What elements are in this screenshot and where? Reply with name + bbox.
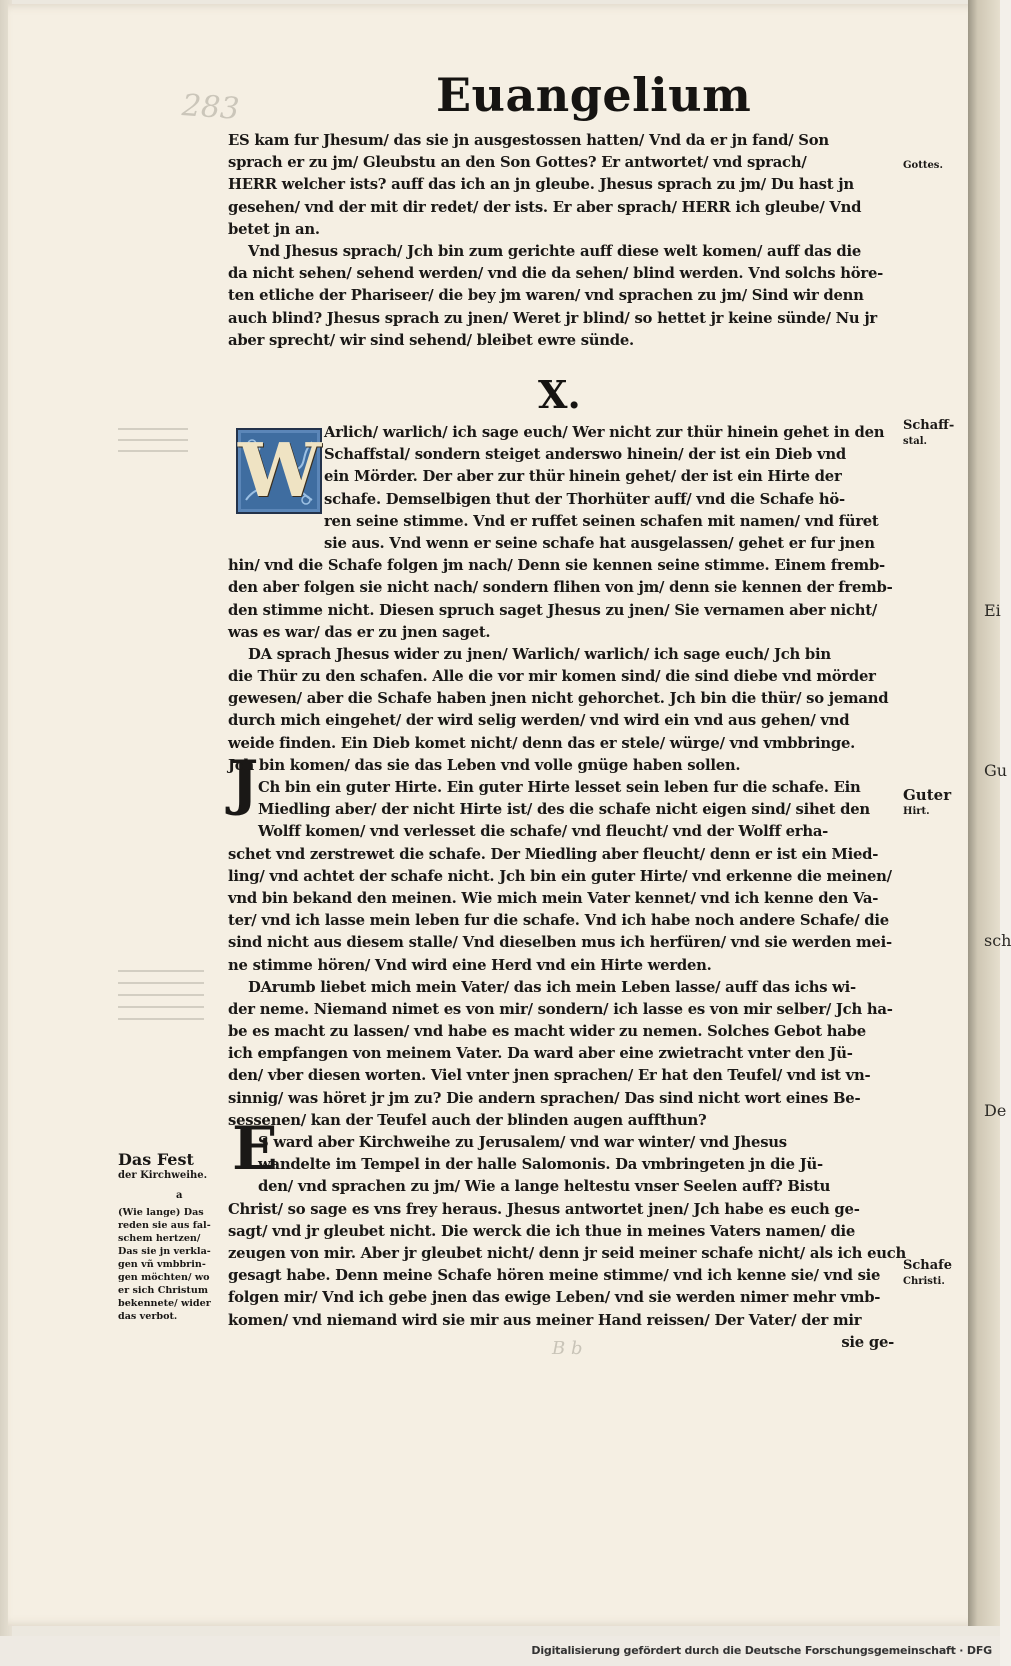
catchword: sie ge- xyxy=(841,1333,894,1351)
text-line: Miedling aber/ der nicht Hirte ist/ des die schafe nicht eigen sind/ sihet den xyxy=(258,801,870,819)
text-line: ter/ vnd ich lasse mein leben fur die schafe. Vnd ich habe noch andere Schafe/ die xyxy=(228,912,889,930)
text-line: sagt/ vnd jr gleubet nicht. Die werck die ich thue in meines Vaters namen/ die xyxy=(228,1222,856,1240)
text-line: was es war/ das er zu jnen saget. xyxy=(228,623,491,641)
text-line: Ch bin ein guter Hirte. Ein guter Hirte lesset sein leben fur die schafe. Ein xyxy=(258,779,861,796)
folio-number: 283 xyxy=(180,88,241,127)
initial-letter: E xyxy=(232,1114,278,1184)
text-line: weide finden. Ein Dieb komet nicht/ denn das er stele/ würge/ vnd vmbbringe. xyxy=(228,734,856,752)
text-line: sinnig/ was höret jr jm zu? Die andern sprachen/ Das sind nicht wort eines Be- xyxy=(228,1089,861,1107)
footer-credit: Digitalisierung gefördert durch die Deutsche Forschungsgemeinschaft · DFG xyxy=(531,1644,992,1657)
text-line: den stimme nicht. Diesen spruch saget Jhesus zu jnen/ Sie vernamen aber nicht/ xyxy=(228,601,878,619)
text-line: S ward aber Kirchweihe zu Jerusalem/ vnd war winter/ vnd Jhesus xyxy=(258,1134,787,1151)
initial-letter: W xyxy=(238,428,322,514)
text-line: schet vnd zerstrewet die schafe. Der Miedling aber fleucht/ denn er ist ein Mied- xyxy=(228,845,879,863)
margin-note-right: Schaff- xyxy=(903,418,955,433)
initial-letter: J xyxy=(230,748,259,818)
text-line: ne stimme hören/ Vnd wird eine Herd vnd ein Hirte werden. xyxy=(228,956,712,974)
text-line: wandelte im Tempel in der halle Salomonis. Da vmbringeten jn die Jü- xyxy=(258,1156,823,1174)
margin-note-marker: a xyxy=(176,1190,183,1201)
bleedthrough-texture xyxy=(118,428,188,458)
text-line: Vnd Jhesus sprach/ Jch bin zum gerichte auff diese welt komen/ auff das die xyxy=(248,242,862,260)
text-line: gesehen/ vnd der mit dir redet/ der ists. Er aber sprach/ HERR ich gleube/ Vnd xyxy=(228,198,862,216)
text-line: sind nicht aus diesem stalle/ Vnd dieselben mus ich herfüren/ vnd sie werden mei- xyxy=(228,934,892,952)
margin-note-right: Schafe xyxy=(903,1258,953,1273)
text-line: sessenen/ kan der Teufel auch der blinden augen auffthun? xyxy=(228,1111,707,1129)
margin-note-left: der Kirchweihe. xyxy=(118,1170,208,1181)
text-line: Christ/ so sage es vns frey heraus. Jhesus antwortet jnen/ Jch habe es euch ge- xyxy=(228,1200,860,1218)
margin-note-right: stal. xyxy=(903,436,928,447)
text-line: Schaffstal/ sondern steiget anderswo hinein/ der ist ein Dieb vnd xyxy=(324,446,846,464)
next-page-fragment: sch xyxy=(984,931,1011,950)
bleedthrough-texture xyxy=(118,970,204,1020)
text-line: gewesen/ aber die Schafe haben jnen nicht gehorchet. Jch bin die thür/ so jemand xyxy=(228,690,889,708)
next-page-fragment: Ei xyxy=(984,601,1001,620)
next-page-fragment: De xyxy=(984,1101,1007,1120)
text-line: ES kam fur Jhesum/ das sie jn ausgestossen hatten/ Vnd da er jn fand/ Son xyxy=(228,132,829,149)
text-line: komen/ vnd niemand wird sie mir aus meiner Hand reissen/ Der Vater/ der mir xyxy=(228,1311,862,1329)
text-line: gesagt habe. Denn meine Schafe hören meine stimme/ vnd ich kenne sie/ vnd sie xyxy=(228,1267,881,1285)
margin-gloss xyxy=(118,1206,211,1323)
margin-note-right: Gottes. xyxy=(903,160,943,171)
text-line: DArumb liebet mich mein Vater/ das ich mein Leben lasse/ auff das ichs wi- xyxy=(248,978,856,996)
next-page-edge xyxy=(968,0,1011,1626)
text-line: HERR welcher ists? auff das ich an jn gleube. Jhesus sprach zu jm/ Du hast jn xyxy=(228,176,854,194)
text-line: durch mich eingehet/ der wird selig werden/ vnd wird ein vnd aus gehen/ vnd xyxy=(228,712,850,730)
running-head: Euangelium xyxy=(436,68,752,122)
gloss-line: schem hertzen/ xyxy=(118,1233,201,1244)
gloss-line: (Wie lange) Das xyxy=(118,1207,204,1218)
text-line: auch blind? Jhesus sprach zu jnen/ Weret jr blind/ so hettet jr keine sünde/ Nu jr xyxy=(228,309,877,327)
text-line: ten etliche der Phariseer/ die bey jm waren/ vnd sprachen zu jm/ Sind wir denn xyxy=(228,287,864,305)
text-line: vnd bin bekand den meinen. Wie mich mein Vater kennet/ vnd ich kenne den Va- xyxy=(228,889,879,907)
text-line: schafe. Demselbigen thut der Thorhüter auff/ vnd die Schafe hö- xyxy=(324,490,845,508)
text-line: der neme. Niemand nimet es von mir/ sondern/ ich lasse es von mir selber/ Jch ha- xyxy=(228,1000,893,1018)
text-line: DA sprach Jhesus wider zu jnen/ Warlich/ warlich/ ich sage euch/ Jch bin xyxy=(248,645,831,663)
gloss-line: das verbot. xyxy=(118,1311,178,1322)
text-line: den/ vnd sprachen zu jm/ Wie a lange heltestu vnser Seelen auff? Bistu xyxy=(258,1178,831,1196)
text-line: sie aus. Vnd wenn er seine schafe hat ausgelassen/ gehet er fur jnen xyxy=(324,534,875,552)
text-line: betet jn an. xyxy=(228,220,320,238)
text-line: die Thür zu den schafen. Alle die vor mir komen sind/ die sind diebe vnd mörder xyxy=(228,668,876,686)
margin-note-right: Christi. xyxy=(903,1276,945,1287)
text-line: da nicht sehen/ sehend werden/ vnd die da sehen/ blind werden. Vnd solchs höre- xyxy=(228,265,883,283)
text-line: sprach er zu jm/ Gleubstu an den Son Gottes? Er antwortet/ vnd sprach/ xyxy=(228,154,807,172)
text-line: be es macht zu lassen/ vnd habe es macht wider zu nemen. Solches Gebot habe xyxy=(228,1023,866,1041)
text-block-1 xyxy=(228,130,900,352)
text-line: aber sprecht/ wir sind sehend/ bleibet ewre sünde. xyxy=(228,331,634,349)
gloss-line: Das sie jn verkla- xyxy=(118,1246,211,1257)
text-line: Arlich/ warlich/ ich sage euch/ Wer nicht zur thür hinein gehet in den xyxy=(324,424,885,441)
text-line: ling/ vnd achtet der schafe nicht. Jch bin ein guter Hirte/ vnd erkenne die meinen/ xyxy=(228,867,892,885)
text-block-2 xyxy=(228,422,907,1354)
text-line: Jch bin komen/ das sie das Leben vnd volle gnüge haben sollen. xyxy=(228,756,741,774)
margin-note-right: Hirt. xyxy=(903,806,930,817)
text-line: zeugen von mir. Aber jr gleubet nicht/ denn jr seid meiner schafe nicht/ als ich euch xyxy=(228,1244,907,1262)
gloss-line: gen möchten/ wo xyxy=(118,1272,210,1283)
text-line: folgen mir/ Vnd ich gebe jnen das ewige Leben/ vnd sie werden nimer mehr vmb- xyxy=(228,1289,881,1307)
margin-note-left: Das Fest xyxy=(118,1150,194,1169)
text-line: ein Mörder. Der aber zur thür hinein gehet/ der ist ein Hirte der xyxy=(324,468,842,486)
text-line: Wolff komen/ vnd verlesset die schafe/ vnd fleucht/ vnd der Wolff erha- xyxy=(258,823,829,841)
gloss-line: reden sie aus fal- xyxy=(118,1220,211,1231)
gloss-line: gen vñ vmbbrin- xyxy=(118,1259,206,1270)
text-line: ren seine stimme. Vnd er ruffet seinen schafen mit namen/ vnd füret xyxy=(324,512,879,530)
text-line: den/ vber diesen worten. Viel vnter jnen sprachen/ Er hat den Teufel/ vnd ist vn- xyxy=(228,1067,871,1085)
signature-mark: B b xyxy=(552,1338,583,1359)
gloss-line: er sich Christum xyxy=(118,1285,208,1296)
margin-note-right: Guter xyxy=(903,786,952,804)
gloss-line: bekennete/ wider xyxy=(118,1298,211,1309)
next-page-fragment: Gu xyxy=(984,761,1008,780)
text-line: hin/ vnd die Schafe folgen jm nach/ Denn sie kennen seine stimme. Einem fremb- xyxy=(228,557,885,575)
text-line: den aber folgen sie nicht nach/ sondern flihen von jm/ denn sie kennen der fremb- xyxy=(228,579,893,597)
text-line: ich empfangen von meinem Vater. Da ward aber eine zwietracht vnter den Jü- xyxy=(228,1045,853,1063)
chapter-number: X. xyxy=(538,372,581,417)
